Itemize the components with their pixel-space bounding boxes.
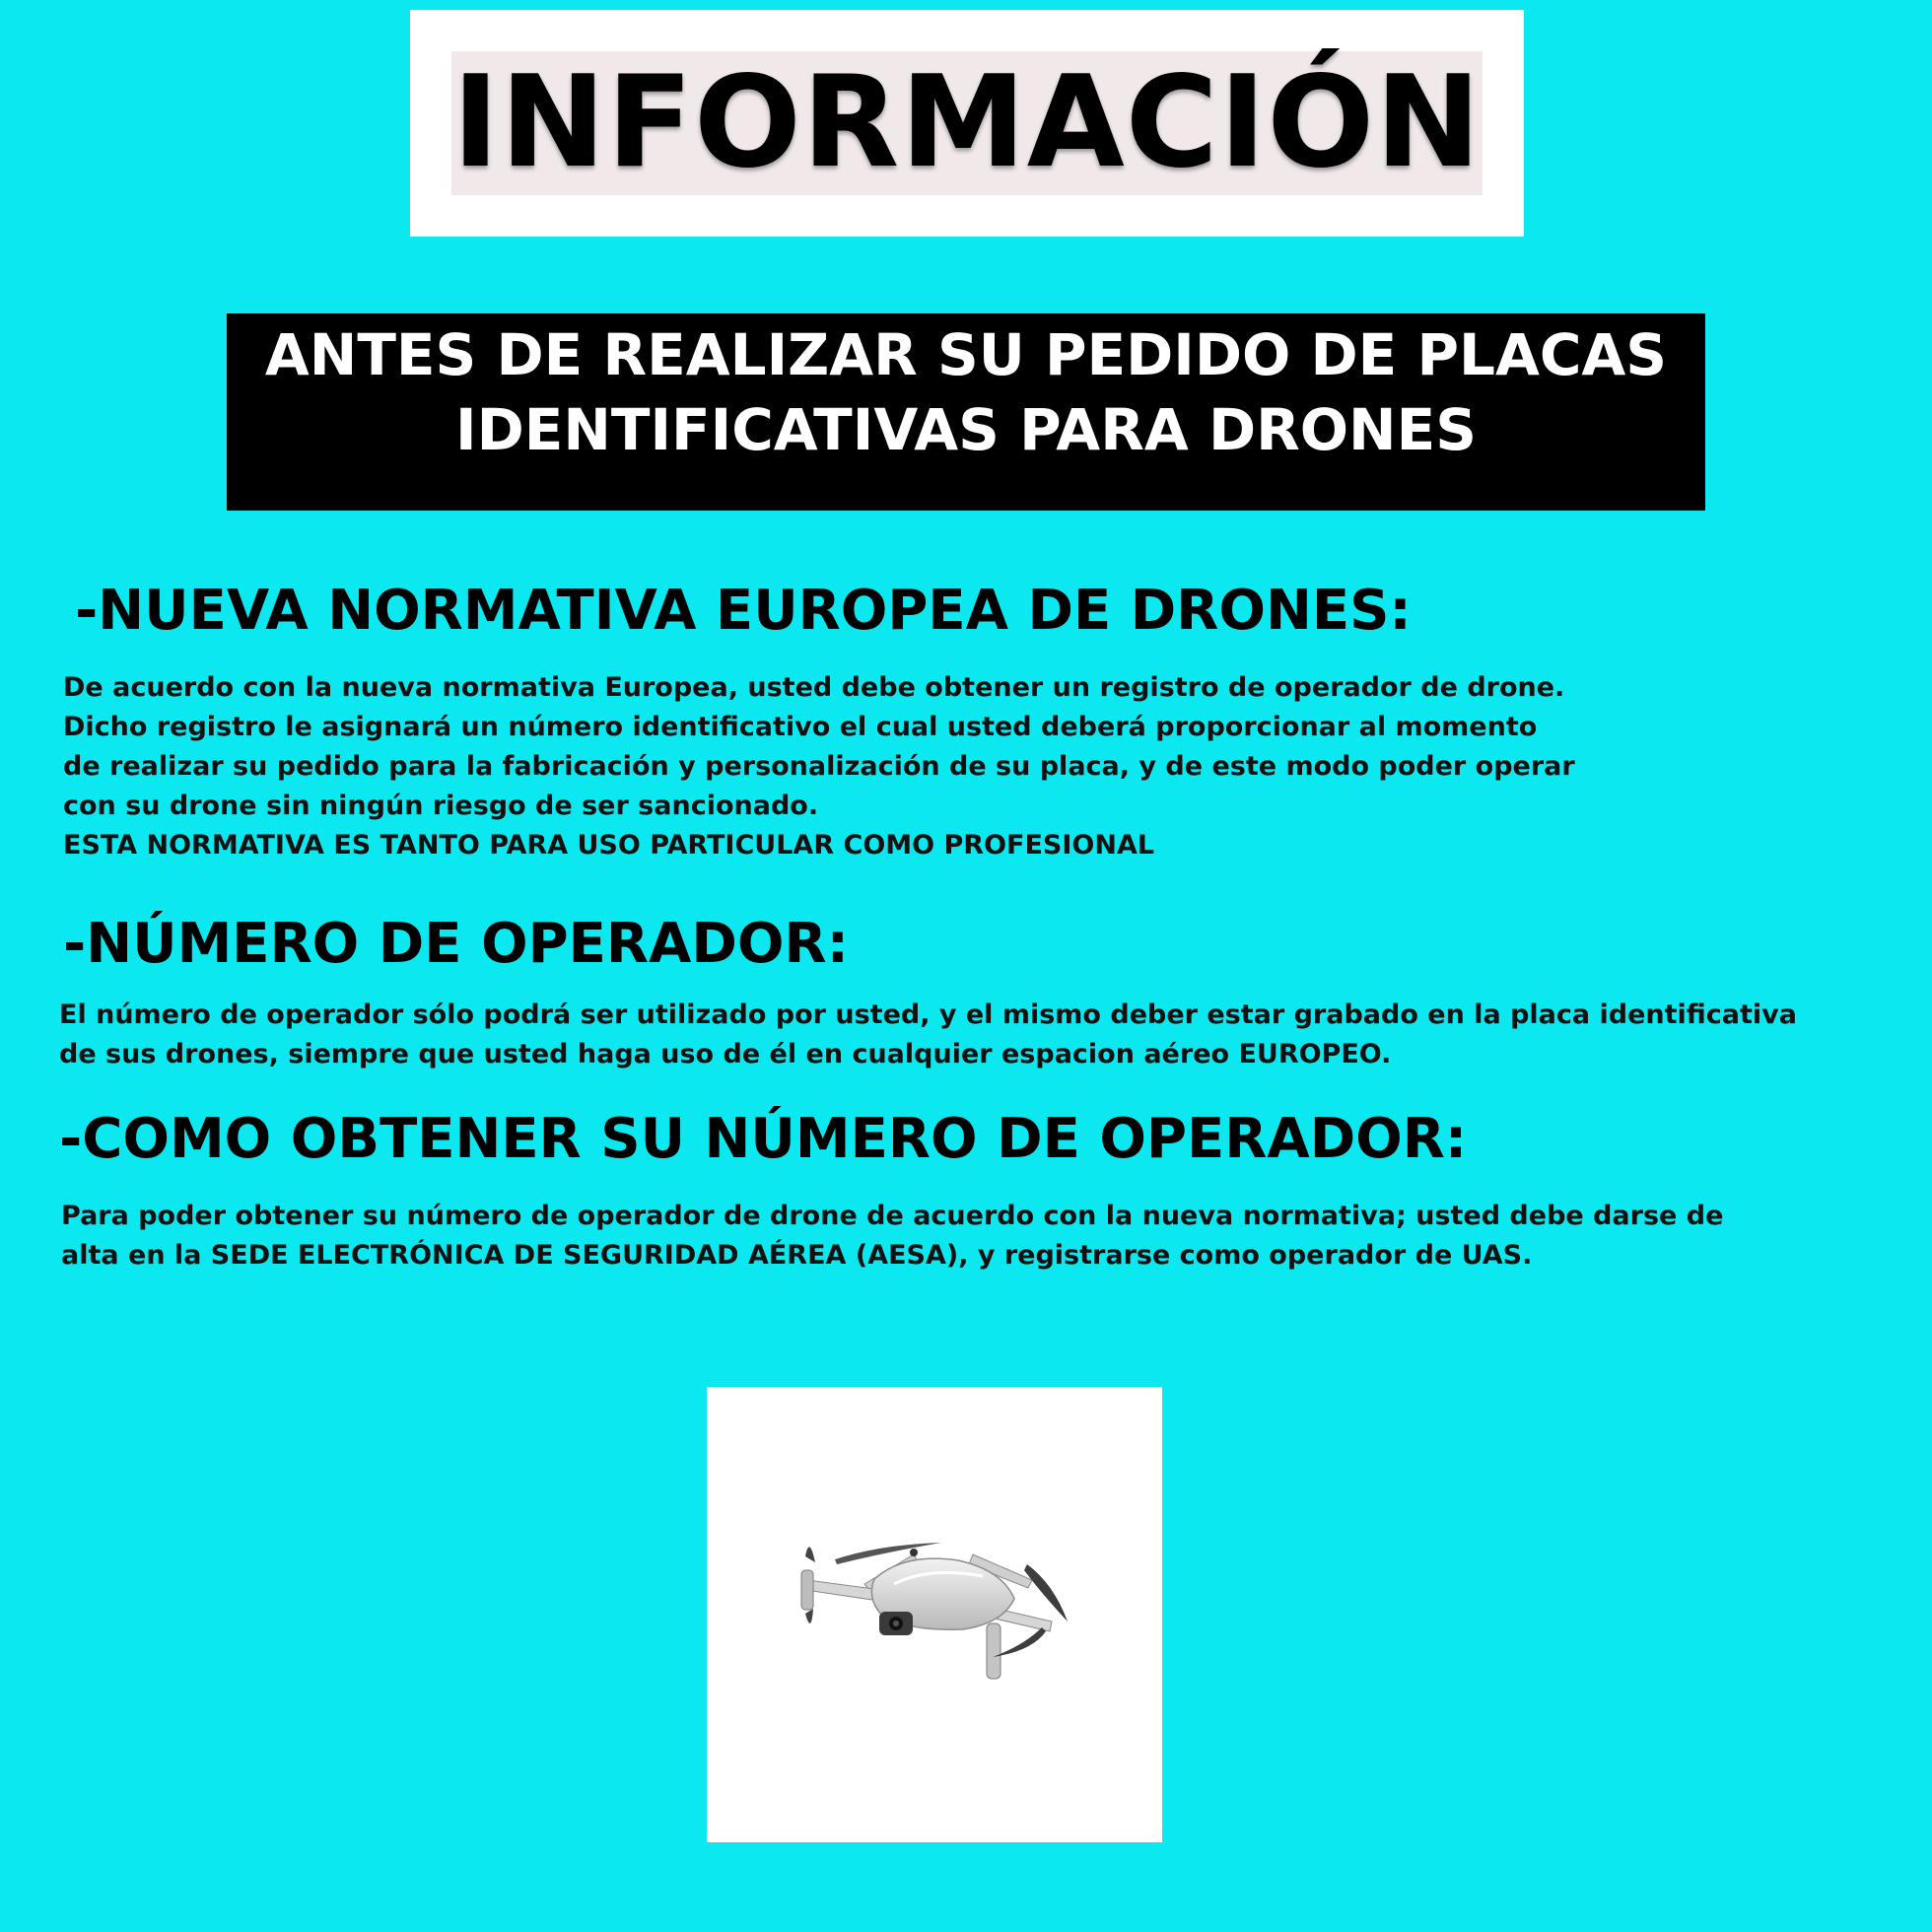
- banner-line-1: ANTES DE REALIZAR SU PEDIDO DE PLACAS: [264, 321, 1668, 388]
- drone-image-box: [707, 1387, 1162, 1842]
- drone-icon: [707, 1387, 1162, 1842]
- notice-banner: [227, 313, 1705, 511]
- text-line: ESTA NORMATIVA ES TANTO PARA USO PARTICULAR COMO PROFESIONAL: [63, 830, 1155, 861]
- section-text-obtener: [61, 1197, 1723, 1276]
- banner-line-2: IDENTIFICATIVAS PARA DRONES: [455, 396, 1477, 463]
- text-line: De acuerdo con la nueva normativa Europea, usted debe obtener un registro de operador de drone.: [63, 672, 1565, 703]
- section-heading-normativa: -NUEVA NORMATIVA EUROPEA DE DRONES:: [75, 579, 1412, 643]
- text-line: El número de operador sólo podrá ser utilizado por usted, y el mismo deber estar grabado en la placa identificativa: [59, 1000, 1798, 1030]
- title-panel: [451, 51, 1483, 195]
- text-line: de realizar su pedido para la fabricación y personalización de su placa, y de este modo poder operar: [63, 751, 1575, 782]
- section-text-numero: [59, 996, 1797, 1074]
- text-line: alta en la SEDE ELECTRÓNICA DE SEGURIDAD AÉREA (AESA), y registrarse como operador de UAS.: [61, 1240, 1533, 1271]
- text-line: de sus drones, siempre que usted haga uso de él en cualquier espacion aéreo EUROPEO.: [59, 1039, 1392, 1070]
- section-heading-obtener: -COMO OBTENER SU NÚMERO DE OPERADOR:: [59, 1107, 1468, 1171]
- text-line: con su drone sin ningún riesgo de ser sancionado.: [63, 791, 819, 821]
- page-title: INFORMACIÓN: [451, 49, 1483, 196]
- text-line: Para poder obtener su número de operador de drone de acuerdo con la nueva normativa; usted debe darse de: [61, 1201, 1724, 1231]
- section-text-normativa: [63, 668, 1575, 865]
- section-heading-numero: -NÚMERO DE OPERADOR:: [63, 912, 849, 976]
- text-line: Dicho registro le asignará un número identificativo el cual usted deberá proporcionar al momento: [63, 712, 1538, 742]
- title-frame: [410, 10, 1524, 237]
